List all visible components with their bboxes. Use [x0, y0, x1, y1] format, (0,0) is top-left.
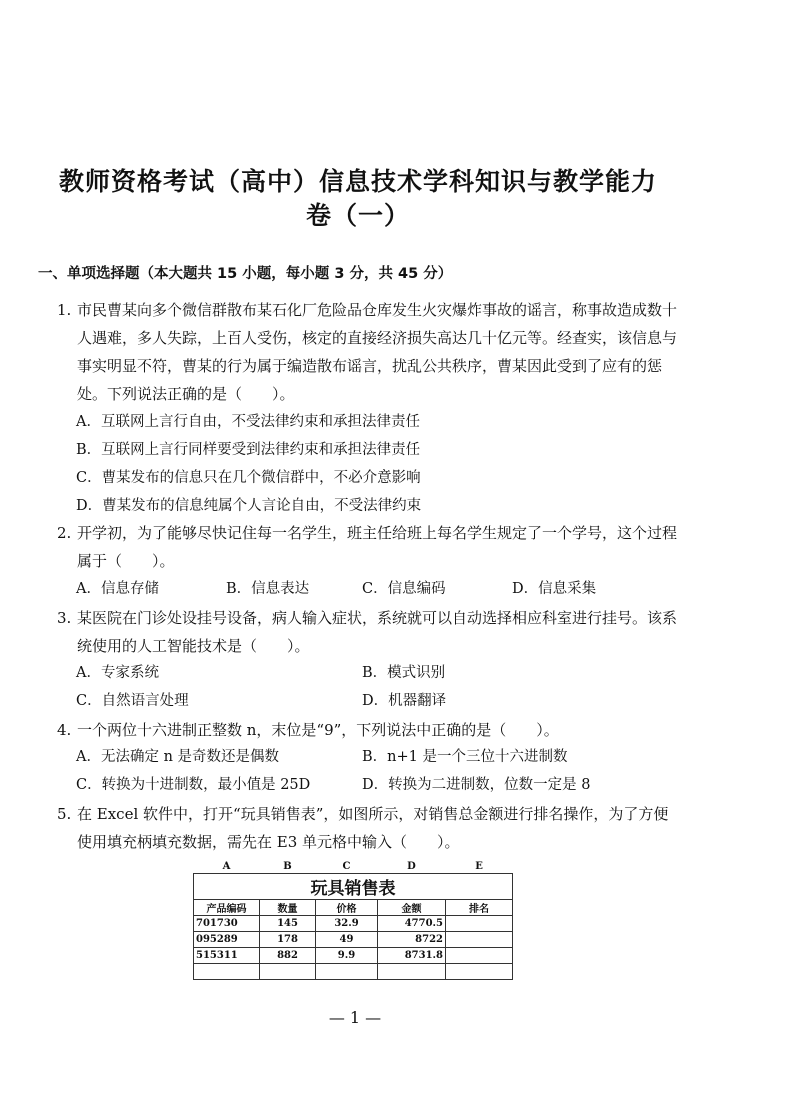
table-cell: 095289 — [194, 932, 260, 948]
question-stem: 市民曹某向多个微信群散布某石化厂危险品仓库发生火灾爆炸事故的谣言，称事故造成数十人遇难，多人失踪，上百人受伤，核定的直接经济损失高达几十亿元等。经查实，该信息与事实明显不符，曹某的行为属于编造散布谣言，扰乱公共秩序，曹某因此受到了应有的惩处。下列说法正确的是（ ）。 — [77, 301, 678, 403]
option-a: A．信息存储 — [76, 581, 159, 597]
header-cell: 数量 — [260, 900, 316, 916]
question-stem: 在 Excel 软件中，打开“玩具销售表”，如图所示，对销售总金额进行排名操作，为了方便使用填充柄填充数据，需先在 E3 单元格中输入（ ）。 — [77, 805, 669, 851]
question-number: 1. — [57, 301, 72, 319]
question-stem: 开学初，为了能够尽快记住每一名学生，班主任给班上每名学生规定了一个学号，这个过程属于（ ）。 — [77, 524, 678, 570]
table-cell: 4770.5 — [378, 916, 446, 932]
option-d: D．机器翻译 — [362, 693, 447, 709]
question-4-options — [76, 743, 676, 799]
question-number: 5. — [57, 805, 72, 823]
table-cell — [446, 932, 513, 948]
column-header: C — [316, 859, 378, 874]
table-cell: 701730 — [194, 916, 260, 932]
question-3-options — [76, 659, 676, 715]
column-header: D — [378, 859, 446, 874]
excel-sheet-figure — [193, 859, 513, 981]
table-cell — [446, 948, 513, 964]
table-header-row — [194, 900, 513, 916]
table-cell: 882 — [260, 948, 316, 964]
table-cell: 515311 — [194, 948, 260, 964]
question-number: 4. — [57, 721, 72, 739]
question-3 — [57, 604, 677, 660]
question-1-options — [76, 408, 676, 520]
question-4 — [57, 716, 677, 744]
table-cell — [446, 916, 513, 932]
table-cell: 178 — [260, 932, 316, 948]
option-c: C．自然语言处理 — [76, 693, 189, 709]
question-number: 2. — [57, 524, 72, 542]
column-header: E — [446, 859, 513, 874]
question-number: 3. — [57, 609, 72, 627]
option-b: B．n+1 是一个三位十六进制数 — [362, 749, 568, 765]
question-stem: 某医院在门诊处设挂号设备，病人输入症状，系统就可以自动选择相应科室进行挂号。该系统使用的人工智能技术是（ ）。 — [77, 609, 678, 655]
table-cell: 8731.8 — [378, 948, 446, 964]
header-cell: 价格 — [316, 900, 378, 916]
column-header: B — [260, 859, 316, 874]
column-header-row — [194, 859, 513, 874]
column-header: A — [194, 859, 260, 874]
question-2 — [57, 519, 677, 575]
table-row-empty — [194, 964, 513, 980]
sheet-title-cell: 玩具销售表 — [194, 874, 513, 900]
table-cell: 32.9 — [316, 916, 378, 932]
section-heading: 一、单项选择题（本大题共 15 小题，每小题 3 分，共 45 分） — [38, 266, 453, 282]
option-b: B．互联网上言行同样要受到法律约束和承担法律责任 — [76, 442, 421, 458]
table-cell: 49 — [316, 932, 378, 948]
option-d: D．转换为二进制数，位数一定是 8 — [362, 777, 591, 793]
table-row — [194, 916, 513, 932]
question-stem: 一个两位十六进制正整数 n，末位是“9”，下列说法中正确的是（ ）。 — [77, 721, 559, 739]
option-d: D．信息采集 — [512, 581, 597, 597]
option-a: A．无法确定 n 是奇数还是偶数 — [76, 749, 280, 765]
option-b: B．模式识别 — [362, 665, 446, 681]
exam-title-line1: 教师资格考试（高中）信息技术学科知识与教学能力 — [58, 167, 657, 196]
table-row — [194, 932, 513, 948]
table-cell: 9.9 — [316, 948, 378, 964]
option-d: D．曹某发布的信息纯属个人言论自由，不受法律约束 — [76, 498, 422, 514]
exam-title-line2: 卷（一） — [305, 201, 410, 230]
question-5 — [57, 800, 677, 856]
table-cell: 8722 — [378, 932, 446, 948]
question-1 — [57, 296, 677, 408]
header-cell: 产品编码 — [194, 900, 260, 916]
option-a: A．专家系统 — [76, 665, 159, 681]
header-cell: 排名 — [446, 900, 513, 916]
option-c: C．曹某发布的信息只在几个微信群中，不必介意影响 — [76, 470, 421, 486]
header-cell: 金额 — [378, 900, 446, 916]
option-c: C．转换为十进制数，最小值是 25D — [76, 777, 311, 793]
table-row — [194, 948, 513, 964]
table-cell: 145 — [260, 916, 316, 932]
page-number: — 1 — — [328, 1008, 382, 1027]
option-a: A．互联网上言行自由，不受法律约束和承担法律责任 — [76, 414, 420, 430]
question-2-options — [76, 575, 676, 603]
option-c: C．信息编码 — [362, 581, 446, 597]
option-b: B．信息表达 — [226, 581, 310, 597]
